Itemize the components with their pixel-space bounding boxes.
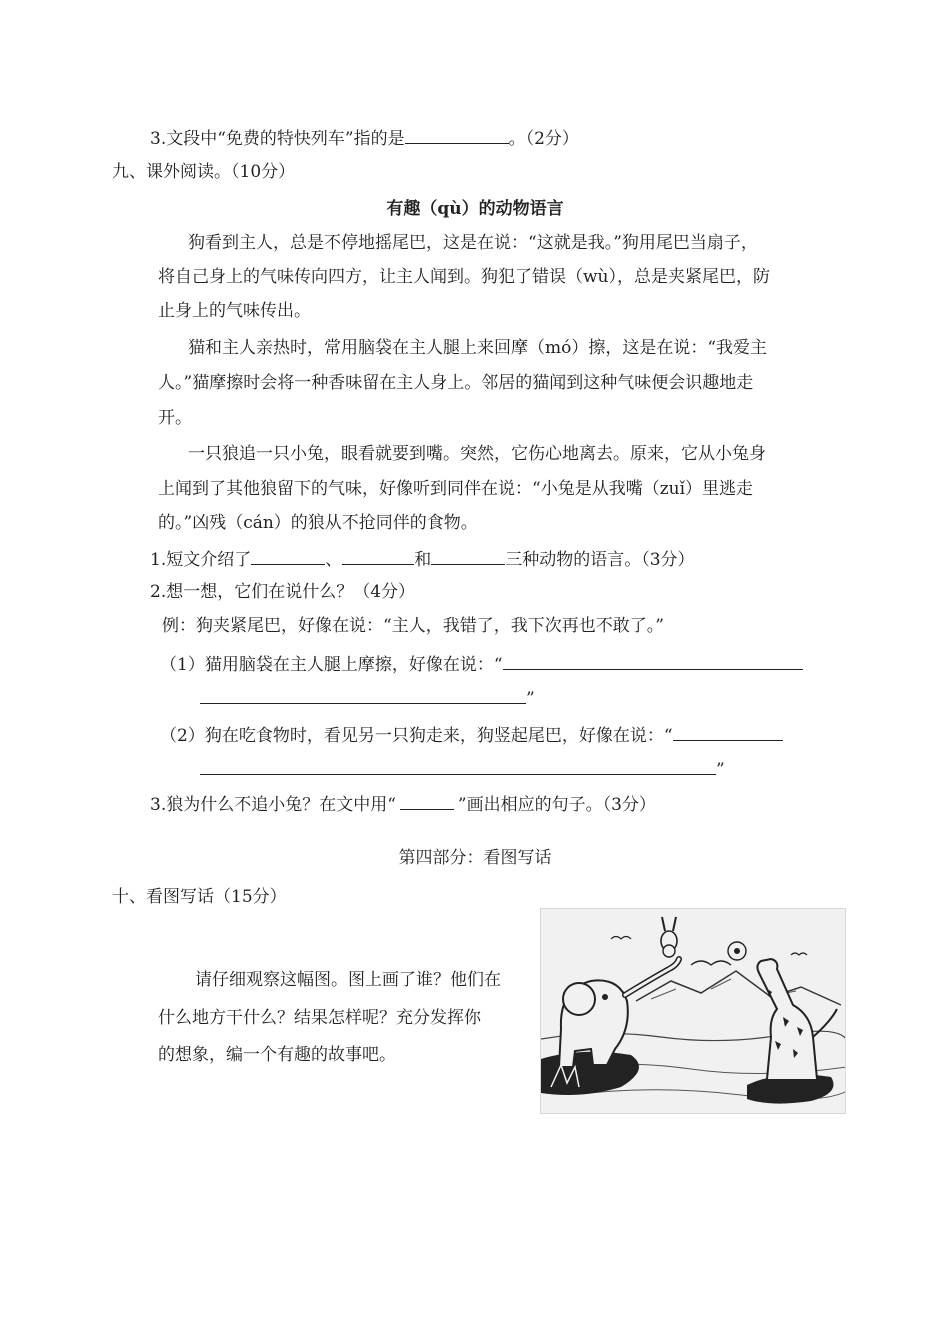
answer-blank[interactable] xyxy=(405,125,509,144)
question-1-text: 1.短文介绍了 xyxy=(150,550,252,570)
sub-question-1-cont xyxy=(200,685,535,711)
prev-question-3-text: 3.文段中“免费的特快列车”指的是 xyxy=(150,129,405,149)
question-1-score: 三种动物的语言。（3分） xyxy=(505,550,695,570)
prompt-line-3: 的想象，编一个有趣的故事吧。 xyxy=(158,1045,396,1065)
illustration-drawing xyxy=(541,909,846,1114)
section-9-heading: 九、课外阅读。（10分） xyxy=(112,162,296,182)
paragraph-1-line-3: 止身上的气味传出。 xyxy=(158,301,311,321)
answer-blank-3[interactable] xyxy=(431,546,505,565)
prev-question-3 xyxy=(150,125,579,151)
prompt-line-2: 什么地方干什么？结果怎样呢？充分发挥你 xyxy=(158,1008,481,1028)
answer-line-2b[interactable] xyxy=(200,756,716,775)
question-1 xyxy=(150,546,695,572)
prev-question-3-score: 。（2分） xyxy=(508,129,579,149)
question-3-score: ”画出相应的句子。（3分） xyxy=(457,795,656,815)
question-3-text: 3.狼为什么不追小兔？在文中用“ xyxy=(150,795,396,815)
paragraph-1-line-2: 将自己身上的气味传向四方，让主人闻到。狗犯了错误（wù），总是夹紧尾巴，防 xyxy=(158,267,770,287)
answer-line-1b[interactable] xyxy=(200,685,526,704)
question-1-sep-2: 和 xyxy=(414,550,432,570)
question-2: 2.想一想，它们在说什么？（4分） xyxy=(150,582,416,602)
paragraph-3-line-2: 上闻到了其他狼留下的气味，好像听到同伴在说：“小兔是从我嘴（zuǐ）里逃走 xyxy=(158,479,754,499)
paragraph-2-line-3: 开。 xyxy=(158,408,192,428)
closing-quote: ” xyxy=(716,760,725,780)
answer-underline-sample xyxy=(400,791,454,810)
paragraph-2-line-1: 猫和主人亲热时，常用脑袋在主人腿上来回摩（mó）擦，这是在说：“我爱主 xyxy=(188,338,768,358)
paragraph-3-line-1: 一只狼追一只小兔，眼看就要到嘴。突然，它伤心地离去。原来，它从小兔身 xyxy=(188,444,766,464)
answer-line-1a[interactable] xyxy=(503,651,803,670)
paragraph-2-line-2: 人。”猫摩擦时会将一种香味留在主人身上。邻居的猫闻到这种气味便会识趣地走 xyxy=(158,373,754,393)
prompt-line-1: 请仔细观察这幅图。图上画了谁？他们在 xyxy=(195,970,501,990)
closing-quote: ” xyxy=(526,689,535,709)
sub-question-2-cont xyxy=(200,756,725,782)
answer-blank-2[interactable] xyxy=(342,546,414,565)
paragraph-3-line-3: 的。”凶残（cán）的狼从不抢同伴的食物。 xyxy=(158,513,478,533)
example-line: 例：狗夹紧尾巴，好像在说：“主人，我错了，我下次再也不敢了。” xyxy=(162,616,664,636)
section-10-heading: 十、看图写话（15分） xyxy=(112,887,287,907)
answer-line-2a[interactable] xyxy=(673,722,783,741)
sub-question-2 xyxy=(160,722,783,748)
part-4-title: 第四部分：看图写话 xyxy=(398,848,552,868)
sub-question-1-text: （1）猫用脑袋在主人腿上摩擦，好像在说：“ xyxy=(160,655,503,675)
question-3 xyxy=(150,791,656,817)
sub-question-2-text: （2）狗在吃食物时，看见另一只狗走来，狗竖起尾巴，好像在说：“ xyxy=(160,726,673,746)
paragraph-1-line-1: 狗看到主人，总是不停地摇尾巴，这是在说：“这就是我。”狗用尾巴当扇子， xyxy=(188,233,758,253)
illustration-elephant-giraffe xyxy=(540,908,846,1114)
article-title: 有趣（qù）的动物语言 xyxy=(386,199,564,219)
sub-question-1 xyxy=(160,651,803,677)
question-1-sep-1: 、 xyxy=(325,550,343,570)
answer-blank-1[interactable] xyxy=(251,546,325,565)
